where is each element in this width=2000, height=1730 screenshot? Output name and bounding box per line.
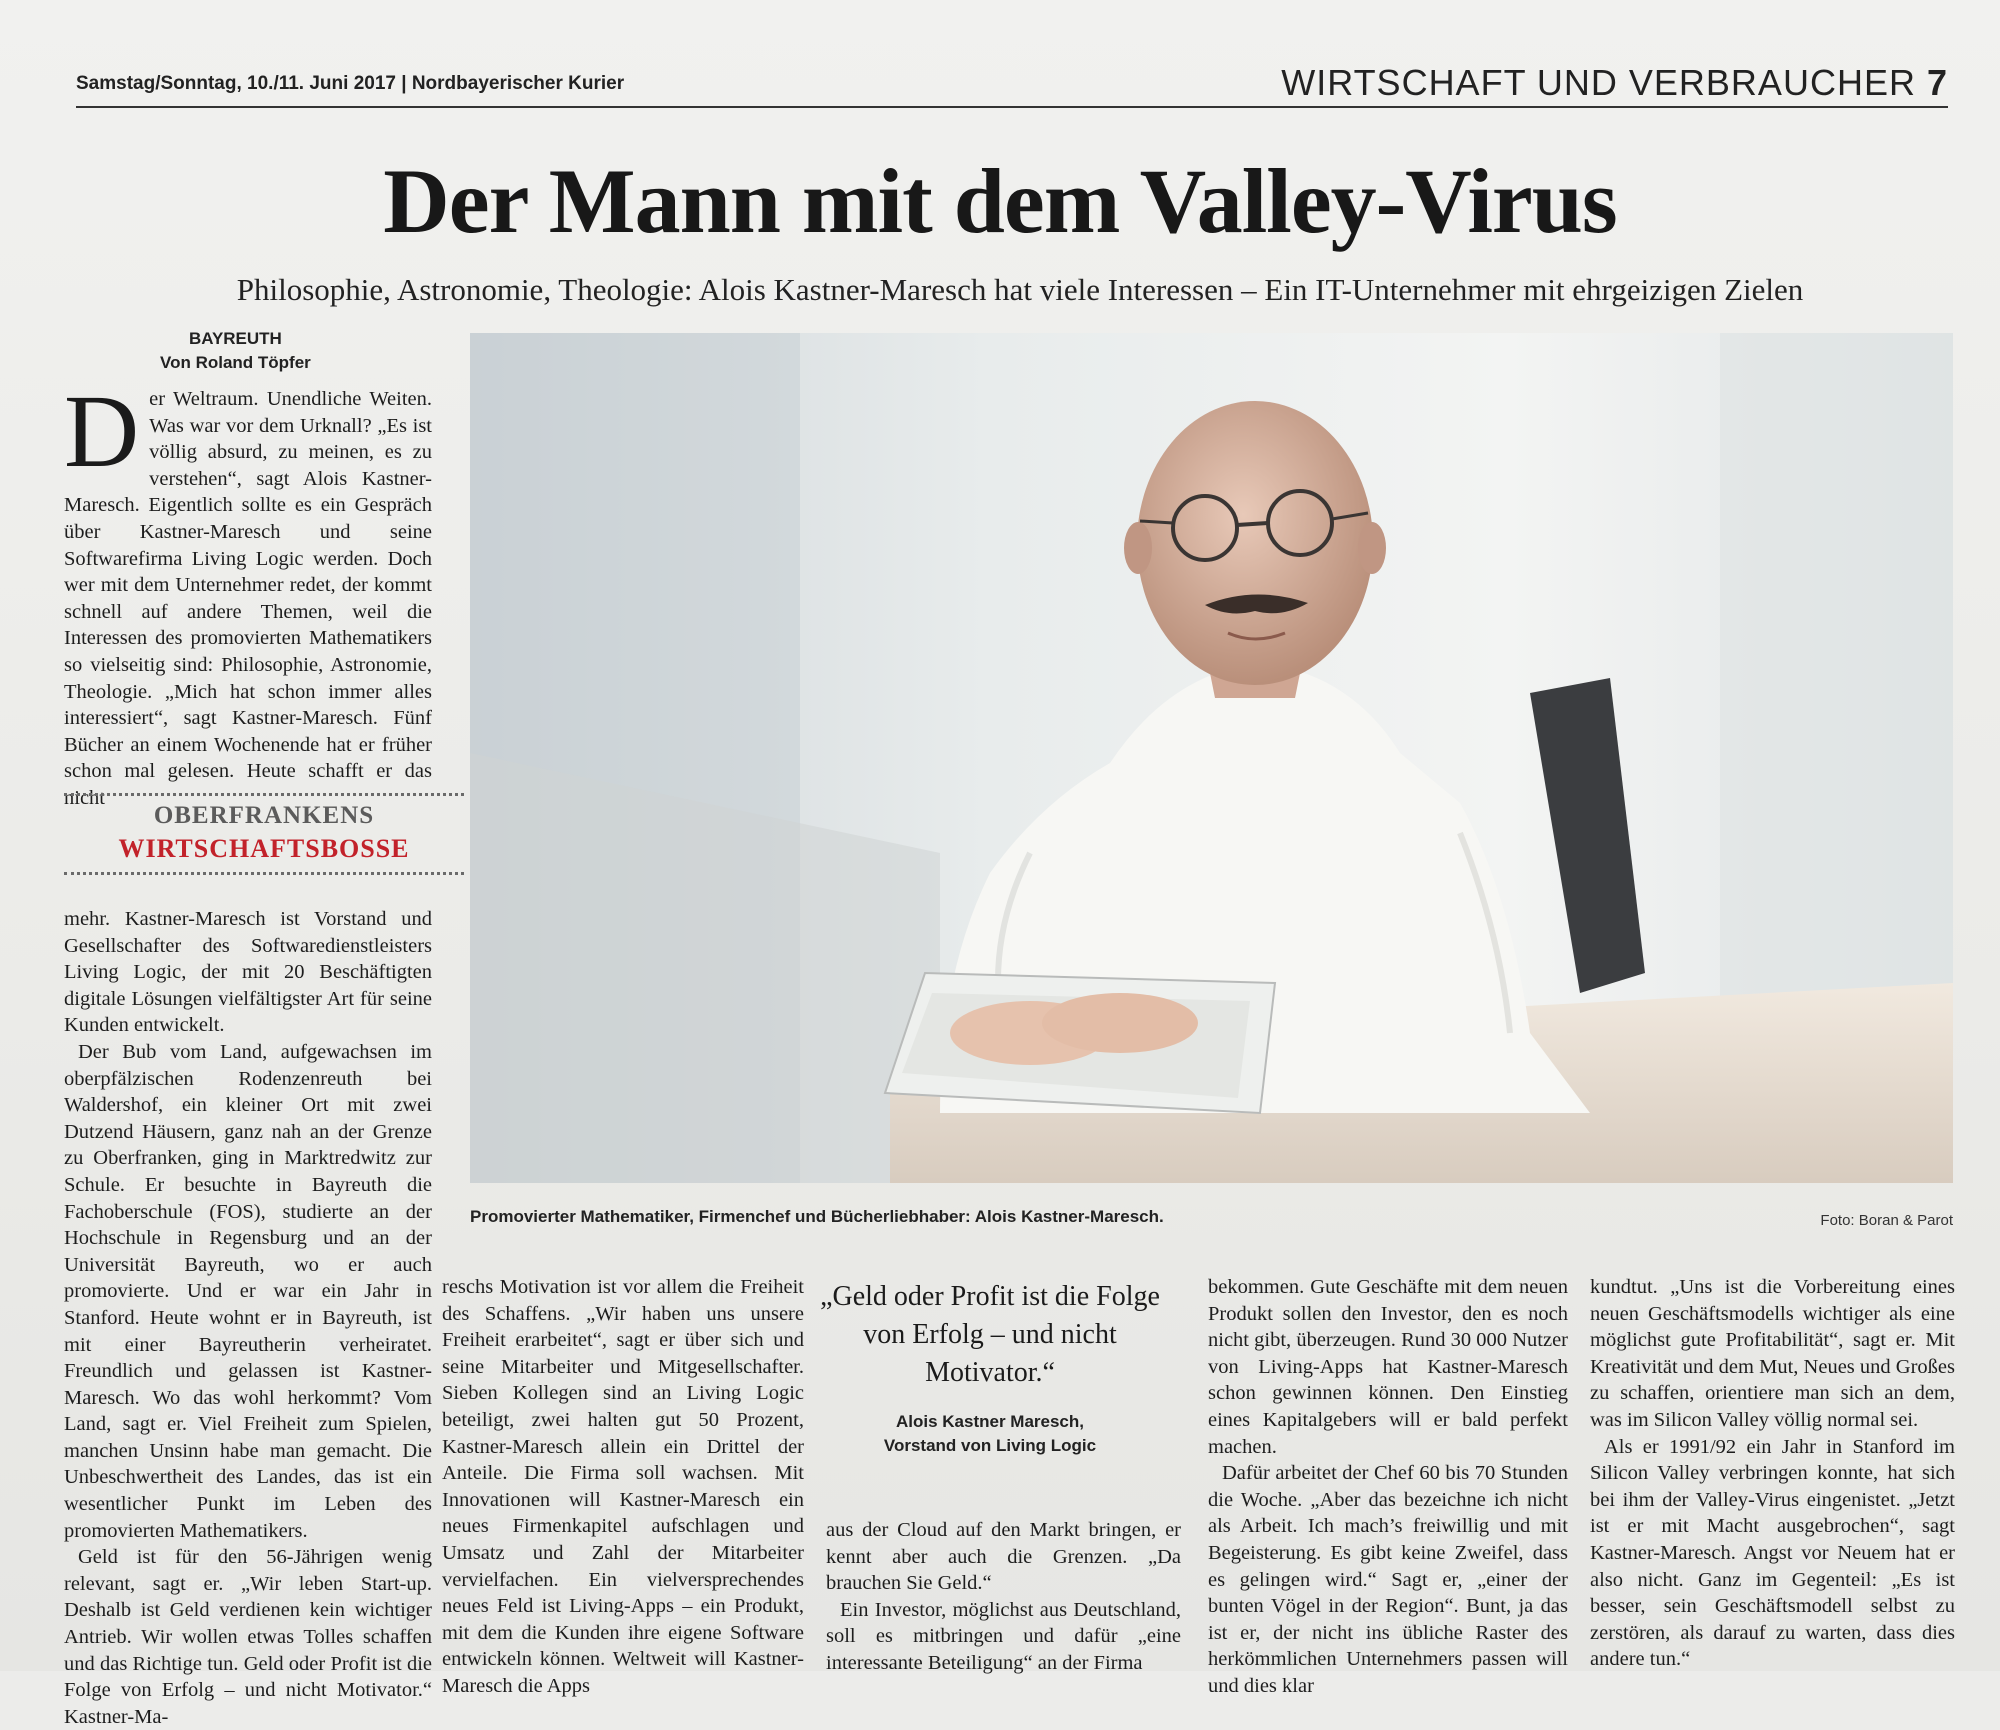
portrait-photo (470, 333, 1953, 1183)
pull-quote-author-role: Vorstand von Living Logic (883, 1436, 1097, 1455)
author: Von Roland Töpfer (160, 353, 311, 372)
paragraph: reschs Motivation ist vor allem die Freiheit des Schaffens. „Wir haben uns unsere Freiheit erarbeitet“, sagt er über sich und seine Mitarbeiter und Mitgesellschafter. Sieben Kollegen sind an Living Logic beteiligt, zwei halten gut 50 Prozent, Kastner-Maresch allein ein Drittel der Anteile. Die Firma soll wachsen. Mit Innovationen will Kastner-Maresch ein neues Firmenkapitel aufschlagen und Umsatz und Zahl der Mitarbeiter vervielfachen. Ein vielversprechendes neues Feld ist Living-Apps – ein Produkt, mit dem die Kunden ihre eigene Software entwickeln können. Weltweit will Kastner-Maresch die Apps (442, 1276, 804, 1697)
paragraph: kundtut. „Uns ist die Vorbereitung eines neuen Geschäftsmodells wichtiger als eine möglichst gute Profitabilität“, sagt er. Mit Kreativität und dem Mut, Neues und Großes zu schaffen, orientiere man sich an dem, was im Silicon Valley völlig normal sei. (1590, 1276, 1955, 1431)
pull-quote-text: „Geld oder Profit ist die Folge von Erfolg – und nicht Motivator.“ (820, 1281, 1160, 1388)
paragraph: Der Bub vom Land, aufgewachsen im oberpfälzischen Rodenzenreuth bei Waldershof, ein kleiner Ort mit zwei Dutzend Häusern, ganz nah an der Grenze zu Oberfranken, ging in Marktredwitz zur Schule. Er besuchte in Bayreuth die Fachoberschule (FOS), studierte an der Hochschule in Regensburg und an der Universität Bayreuth, wo er auch promovierte. Und er war ein Jahr in Stanford. Heute wohnt er in Bayreuth, ist mit einer Bayreutherin verheiratet. Freundlich und gelassen ist Kastner-Maresch. Wo das wohl herkommt? Vom Land, sagt er. Viel Freiheit zum Spielen, manchen Unsinn habe man gemacht. Die Unbeschwertheit des Landes, das ist ein wesentlicher Punkt im Leben des promovierten Mathematikers. (64, 1040, 432, 1542)
paragraph: Als er 1991/92 ein Jahr in Stanford im Silicon Valley verbringen konnte, hat sich bei ihm der Valley-Virus eingenistet. „Jetzt ist er mit Macht ausgebrochen“, sagt Kastner-Maresch. Angst vor Neuem hat er also nicht. Ganz im Gegenteil: „Es ist besser, sein Geschäftsmodell selbst zu zerstören, als darauf zu warten, dass dies andere tun.“ (1590, 1435, 1955, 1671)
photo-credit: Foto: Boran & Parot (1820, 1212, 1953, 1229)
paragraph: Ein Investor, möglichst aus Deutschland, soll es mitbringen und dafür „eine interessante Beteiligung“ an der Firma (826, 1598, 1181, 1674)
rubric-divider-top (64, 793, 464, 796)
section-header (1281, 62, 1948, 104)
article-column-2 (442, 1274, 804, 1700)
article-column-5 (1590, 1274, 1955, 1673)
photo-caption: Promovierter Mathematiker, Firmenchef und Bücherliebhaber: Alois Kastner-Maresch. (470, 1207, 1164, 1226)
issue-date-publication: Samstag/Sonntag, 10./11. Juni 2017 | Nordbayerischer Kurier (76, 73, 625, 94)
dateline: BAYREUTH (188, 329, 282, 348)
portrait-illustration (470, 333, 1953, 1183)
pull-quote (820, 1278, 1160, 1458)
series-rubric (64, 793, 464, 879)
article-column-4 (1208, 1274, 1568, 1700)
article-column-1-top (64, 374, 432, 812)
article-column-1-bottom (64, 906, 432, 1730)
pull-quote-author-name: Alois Kastner Maresch, (895, 1412, 1084, 1431)
rubric-title-top: OBERFRANKENS (153, 802, 375, 829)
paragraph: Dafür arbeitet der Chef 60 bis 70 Stunden die Woche. „Aber das bezeichne ich nicht als Arbeit. Ich mach’s freiwillig und mit Begeisterung. Es gibt keine Zweifel, dass es gelingen wird.“ Sagt er, „einer der bunten Vögel in der Region“. Bunt, ja das ist er, der nicht ins übliche Raster des herkömmlichen Unternehmers passen will und dies klar (1208, 1462, 1568, 1697)
page-number: 7 (1926, 62, 1948, 103)
article-headline: Der Mann mit dem Valley-Virus (383, 150, 1617, 252)
header-rule (76, 106, 1948, 108)
article-column-3 (826, 1517, 1181, 1677)
lead-paragraph: er Weltraum. Unendliche Weiten. Was war vor dem Urknall? „Es ist völlig absurd, zu meinen, es zu verstehen“, sagt Alois Kastner-Maresch. Eigentlich sollte es ein Gespräch über Kastner-Maresch und seine Softwarefirma Living Logic werden. Doch wer mit dem Unternehmer redet, der kommt schnell auf andere Themen, weil die Interessen des promovierten Mathematikers so vielseitig sind: Philosophie, Astronomie, Theologie. „Mich hat schon immer alles interessiert“, sagt Kastner-Maresch. Fünf Bücher an einem Wochenende hat er früher schon mal gelesen. Heute schafft er das nicht (64, 388, 432, 809)
section-title: WIRTSCHAFT UND VERBRAUCHER (1281, 62, 1916, 103)
paragraph: Geld ist für den 56-Jährigen wenig relevant, sagt er. „Wir leben Start-up. Deshalb ist Geld verdienen kein wichtiger Antrieb. Wir wollen etwas Tolles schaffen und das Richtige tun. Geld oder Profit ist die Folge von Erfolg – und nicht Motivator.“ Kastner-Ma- (64, 1546, 432, 1728)
paragraph: bekommen. Gute Geschäfte mit dem neuen Produkt sollen den Investor, den es noch nicht gibt, überzeugen. Rund 30 000 Nutzer von Living-Apps hat Kastner-Maresch schon gewinnen können. Den Einstieg eines Kapitalgebers will er bald perfekt machen. (1208, 1276, 1568, 1458)
pull-quote-author (820, 1410, 1160, 1458)
rubric-title-bottom: WIRTSCHAFTSBOSSE (118, 834, 410, 863)
paragraph: aus der Cloud auf den Markt bringen, er kennt aber auch die Grenzen. „Da brauchen Sie Geld.“ (826, 1519, 1181, 1595)
dropcap: D (64, 374, 140, 489)
article-subline: Philosophie, Astronomie, Theologie: Alois Kastner-Maresch hat viele Interessen – Ein IT-Unternehmer mit ehrgeizigen Zielen (236, 272, 1804, 307)
rubric-divider-bottom (64, 872, 464, 875)
byline (160, 327, 311, 375)
paragraph: mehr. Kastner-Maresch ist Vorstand und Gesellschafter des Softwaredienstleisters Living Logic, der mit 20 Beschäftigten digitale Lösungen vielfältigster Art für seine Kunden entwickelt. (64, 908, 432, 1037)
